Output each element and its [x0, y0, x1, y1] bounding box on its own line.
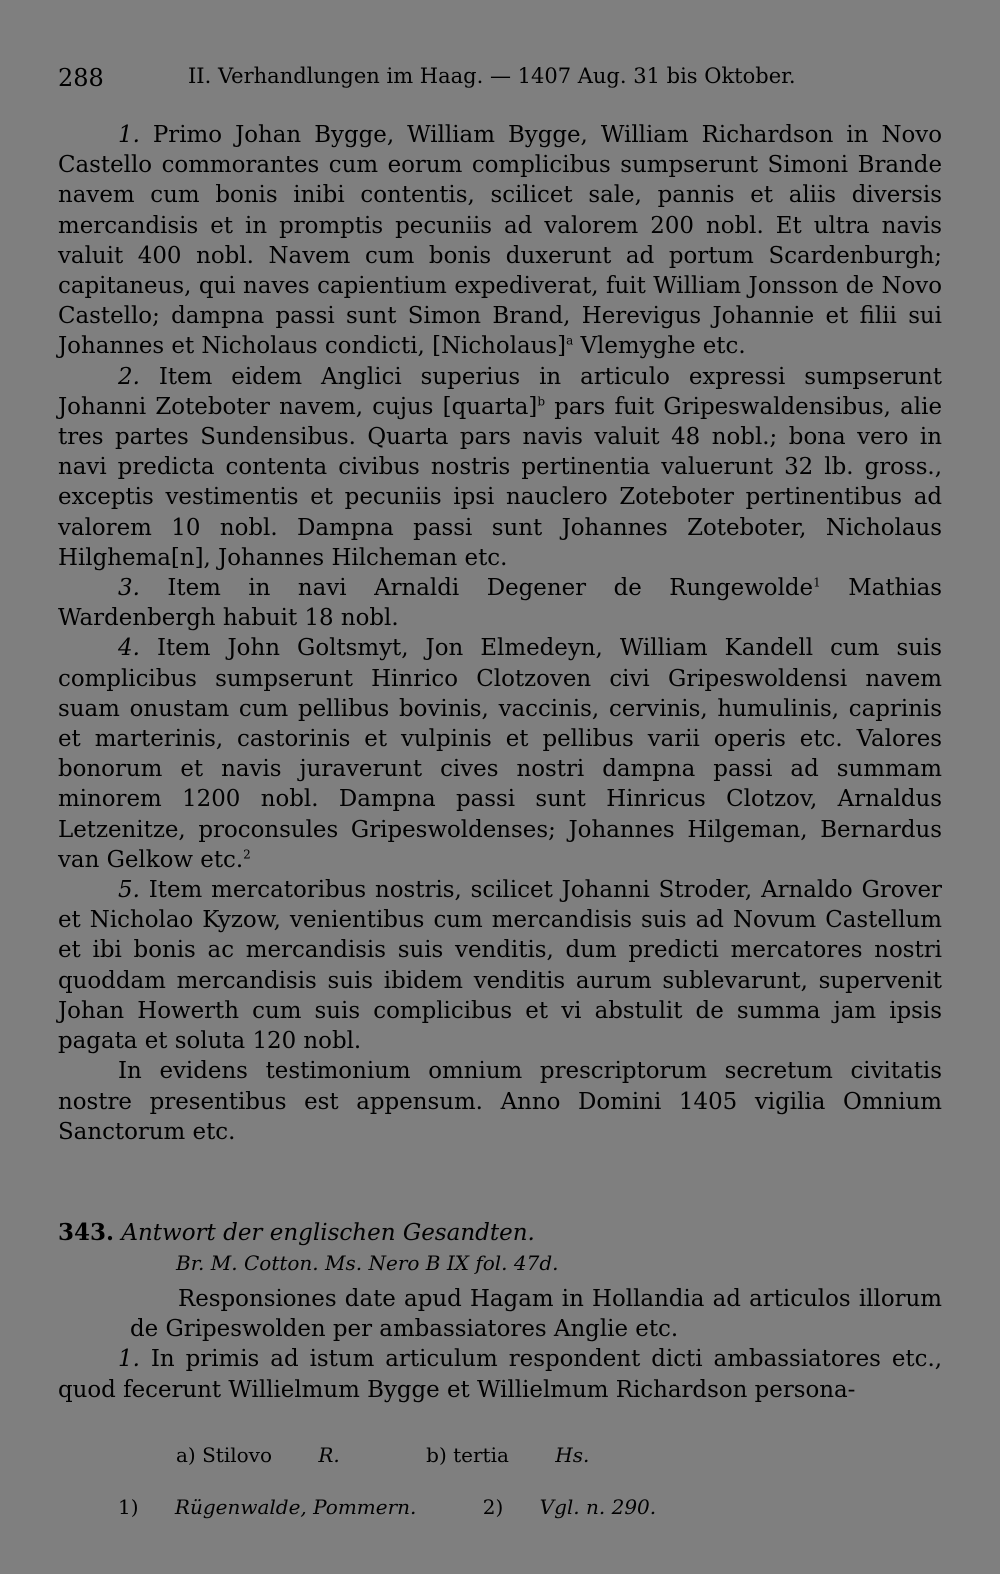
footnote-2: 2) Vgl. n. 290. [482, 1495, 657, 1519]
source-citation: Br. M. Cotton. Ms. Nero B IX fol. 47d. [176, 1251, 559, 1275]
article-text-cont: Vlemyghe etc. [573, 333, 746, 360]
footnote-ref: 2 [243, 847, 251, 862]
article-number: 2. [118, 363, 140, 390]
article-text: Item in navi Arnaldi Degener de Rungewolde [167, 575, 814, 602]
article-number: 1. [118, 1346, 140, 1373]
article-text-cont: pars fuit Gripeswaldensibus, alie tres partes Sundensibus. Quarta pars navis valuit 48 nobl.; bona vero in navi predicta contenta civibus nostris pertinentia valuerunt 32 lb. gross., exceptis vestimentis et pecuniis ipsi nauclero Zoteboter pertinentibus ad valorem 10 nobl. Dampna passi sunt Johannes Zoteboter, Nicholaus Hilghema[n], Johannes Hilcheman etc. [58, 393, 942, 571]
response-1 [58, 1344, 942, 1404]
section-number: 343. [58, 1219, 115, 1246]
running-header [58, 56, 942, 96]
article-number: 1. [118, 122, 140, 148]
apparatus-note-a: a) Stilovo R. [176, 1443, 340, 1467]
article-2 [58, 362, 942, 573]
closing-formula: In evidens testimonium omnium prescriptorum secretum civitatis nostre presentibus est appensum. Anno Domini 1405 vigilia Omnium Sanctorum etc. [58, 1058, 942, 1145]
article-5 [58, 875, 942, 1056]
apparatus-note-b: b) tertia Hs. [426, 1443, 590, 1467]
apparatus-ref: a [566, 333, 574, 348]
running-title: II. Verhandlungen im Haag. — 1407 Aug. 31 bis Oktober. [188, 64, 796, 88]
article-text-cont: Mathias Wardenbergh habuit 18 nobl. [58, 575, 942, 632]
article-number: 4. [118, 635, 140, 662]
article-3 [58, 573, 942, 633]
response-text: In primis ad istum articulum respondent dicti ambassiatores etc., quod fecerunt Willielmum Bygge et Willielmum Richardson persona- [58, 1346, 942, 1403]
section-title: Antwort der englischen Gesandten. [121, 1220, 535, 1246]
main-text [58, 120, 942, 1147]
page-number: 288 [58, 64, 104, 92]
apparatus-ref: b [537, 394, 546, 409]
footnote-1: 1) Rügenwalde, Pommern. [118, 1495, 417, 1519]
rubric: Responsiones date apud Hagam in Hollandia ad articulos illorum de Gripeswolden per ambassiatores Anglie etc. [130, 1286, 942, 1343]
article-text: Primo Johan Bygge, William Bygge, William Richardson in Novo Castello commorantes cum eorum complicibus sumpserunt Simoni Brande navem cum bonis inibi contentis, scilicet sale, pannis et aliis diversis mercandisis et in promptis pecuniis ad valorem 200 nobl. Et ultra navis valuit 400 nobl. Navem cum bonis duxerunt ad portum Scardenburgh; capitaneus, qui naves capientium expediverat, fuit William Jonsson de Novo Castello; dampna passi sunt Simon Brand, Herevigus Johannie et filii sui Johannes et Nicholaus condicti, [Nicholaus] [58, 122, 942, 360]
article-text: Item mercatoribus nostris, scilicet Johanni Stroder, Arnaldo Grover et Nicholao Kyzow, venientibus cum mercandisis suis ad Novum Castellum et ibi bonis ac mercandisis suis venditis, dum predicti mercatores nostri quoddam mercandisis suis ibidem venditis aurum sublevarunt, supervenit Johan Howerth cum suis complicibus et vi abstulit de summa jam ipsis pagata et soluta 120 nobl. [58, 877, 942, 1055]
article-text: Item John Goltsmyt, Jon Elmedeyn, William Kandell cum suis complicibus sumpserunt Hinrico Clotzoven civi Gripeswoldensi navem suam onustam cum pellibus bovinis, vaccinis, cervinis, humulinis, caprinis et marterinis, castorinis et vulpinis et pellibus varii operis etc. Valores bonorum et navis juraverunt cives nostri dampna passi ad summam minorem 1200 nobl. Dampna passi sunt Hinricus Clotzov, Arnaldus Letzenitze, proconsules Gripeswoldenses; Johannes Hilgeman, Bernardus van Gelkow etc. [58, 635, 943, 873]
footnotes [118, 1492, 716, 1522]
footnote-ref: 1 [813, 575, 821, 590]
article-text: Item eidem Anglici superius in articulo expressi sumpserunt Johanni Zoteboter navem, cujus [quarta] [58, 363, 942, 420]
article-number: 5. [118, 877, 140, 904]
section-heading [58, 1218, 942, 1248]
critical-apparatus [176, 1440, 669, 1470]
article-number: 3. [118, 575, 140, 602]
article-4 [58, 633, 942, 875]
document-343 [58, 1218, 942, 1405]
article-1 [58, 120, 942, 362]
